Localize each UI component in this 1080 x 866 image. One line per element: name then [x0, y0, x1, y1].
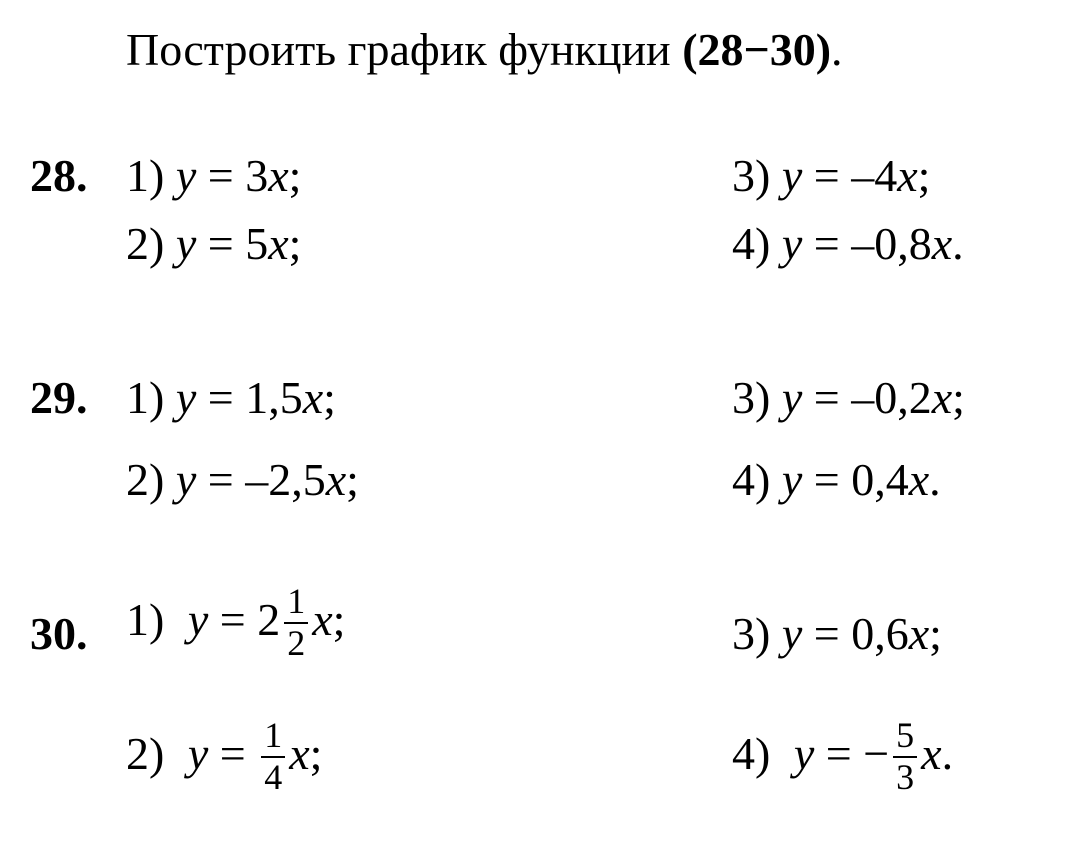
coefficient: 5 [245, 218, 269, 269]
var-x: x [325, 454, 347, 505]
coefficient: –0,2 [851, 372, 932, 423]
fraction-numerator: 1 [287, 581, 306, 621]
item-index: 4) [732, 218, 771, 269]
equals-sign: = [813, 150, 840, 201]
item-index: 1) [126, 594, 165, 646]
var-y: y [781, 454, 803, 505]
var-x: x [302, 372, 324, 423]
problem-number-30: 30. [30, 608, 88, 659]
var-y: y [175, 150, 197, 201]
problem-30-item-2 [126, 715, 323, 799]
var-x: x [931, 218, 953, 269]
equals-sign: = [813, 372, 840, 423]
end-mark: ; [309, 728, 323, 780]
problem-28-item-1 [126, 148, 301, 203]
item-index: 3) [732, 608, 771, 659]
var-x: x [908, 454, 930, 505]
var-y: y [175, 454, 197, 505]
coefficient: 3 [245, 150, 269, 201]
fraction [284, 582, 308, 663]
item-index: 3) [732, 372, 771, 423]
page-heading [126, 22, 843, 77]
end-mark: ; [917, 150, 931, 201]
problem-29-item-4 [732, 452, 941, 507]
equals-sign: = [813, 454, 840, 505]
problem-29-item-3 [732, 370, 965, 425]
item-index: 2) [126, 218, 165, 269]
item-index: 1) [126, 150, 165, 201]
item-index: 1) [126, 372, 165, 423]
end-mark: ; [952, 372, 965, 423]
heading-range: (28−30) [682, 24, 832, 75]
problem-30-item-1 [126, 581, 346, 665]
var-y: y [781, 608, 803, 659]
item-index: 3) [732, 150, 771, 201]
end-mark: ; [323, 372, 336, 423]
problem-28-item-3 [732, 148, 930, 203]
end-mark: ; [929, 608, 942, 659]
fraction [261, 716, 285, 797]
fraction-numerator: 1 [264, 715, 283, 755]
heading-period: . [831, 24, 843, 75]
end-mark: ; [288, 150, 302, 201]
coefficient: –4 [851, 150, 898, 201]
minus-sign: − [863, 728, 890, 780]
fraction [893, 716, 917, 797]
var-y: y [781, 218, 803, 269]
equals-sign: = [207, 218, 234, 269]
heading-text: Построить график функции [126, 24, 671, 75]
problem-30-item-3 [732, 606, 942, 661]
var-x: x [312, 594, 333, 646]
end-mark: . [941, 728, 954, 780]
var-x: x [921, 728, 942, 780]
item-index: 2) [126, 454, 165, 505]
var-y: y [175, 218, 197, 269]
equals-sign: = [813, 218, 840, 269]
coefficient: –0,8 [851, 218, 932, 269]
coefficient: 0,6 [851, 608, 909, 659]
problem-number-29: 29. [30, 372, 88, 423]
var-y: y [781, 372, 803, 423]
equals-sign: = [219, 594, 246, 646]
problem-28-item-2 [126, 216, 301, 271]
var-y: y [793, 728, 815, 780]
var-y: y [187, 728, 209, 780]
var-x: x [268, 150, 289, 201]
var-y: y [175, 372, 197, 423]
fraction-numerator: 5 [896, 715, 915, 755]
end-mark: . [952, 218, 964, 269]
coefficient: 0,4 [851, 454, 909, 505]
equals-sign: = [207, 150, 234, 201]
end-mark: ; [346, 454, 359, 505]
item-index: 4) [732, 728, 771, 780]
fraction-denominator: 4 [261, 756, 285, 798]
end-mark: . [929, 454, 941, 505]
end-mark: ; [288, 218, 302, 269]
problem-30-item-4 [732, 715, 954, 799]
var-x: x [908, 608, 930, 659]
coefficient: 1,5 [245, 372, 303, 423]
mixed-whole: 2 [257, 594, 281, 646]
problem-29-item-1 [126, 370, 336, 425]
equals-sign: = [219, 728, 246, 780]
var-x: x [289, 728, 310, 780]
problem-29-item-2 [126, 452, 359, 507]
item-index: 4) [732, 454, 771, 505]
var-x: x [931, 372, 953, 423]
equals-sign: = [813, 608, 840, 659]
coefficient: –2,5 [245, 454, 326, 505]
problem-28-item-4 [732, 216, 964, 271]
equals-sign: = [207, 372, 234, 423]
equals-sign: = [207, 454, 234, 505]
var-x: x [268, 218, 289, 269]
var-y: y [781, 150, 803, 201]
end-mark: ; [332, 594, 346, 646]
fraction-denominator: 3 [893, 756, 917, 798]
var-y: y [187, 594, 209, 646]
equals-sign: = [825, 728, 852, 780]
item-index: 2) [126, 728, 165, 780]
fraction-denominator: 2 [284, 622, 308, 664]
problem-number-28: 28. [30, 150, 88, 201]
var-x: x [897, 150, 918, 201]
